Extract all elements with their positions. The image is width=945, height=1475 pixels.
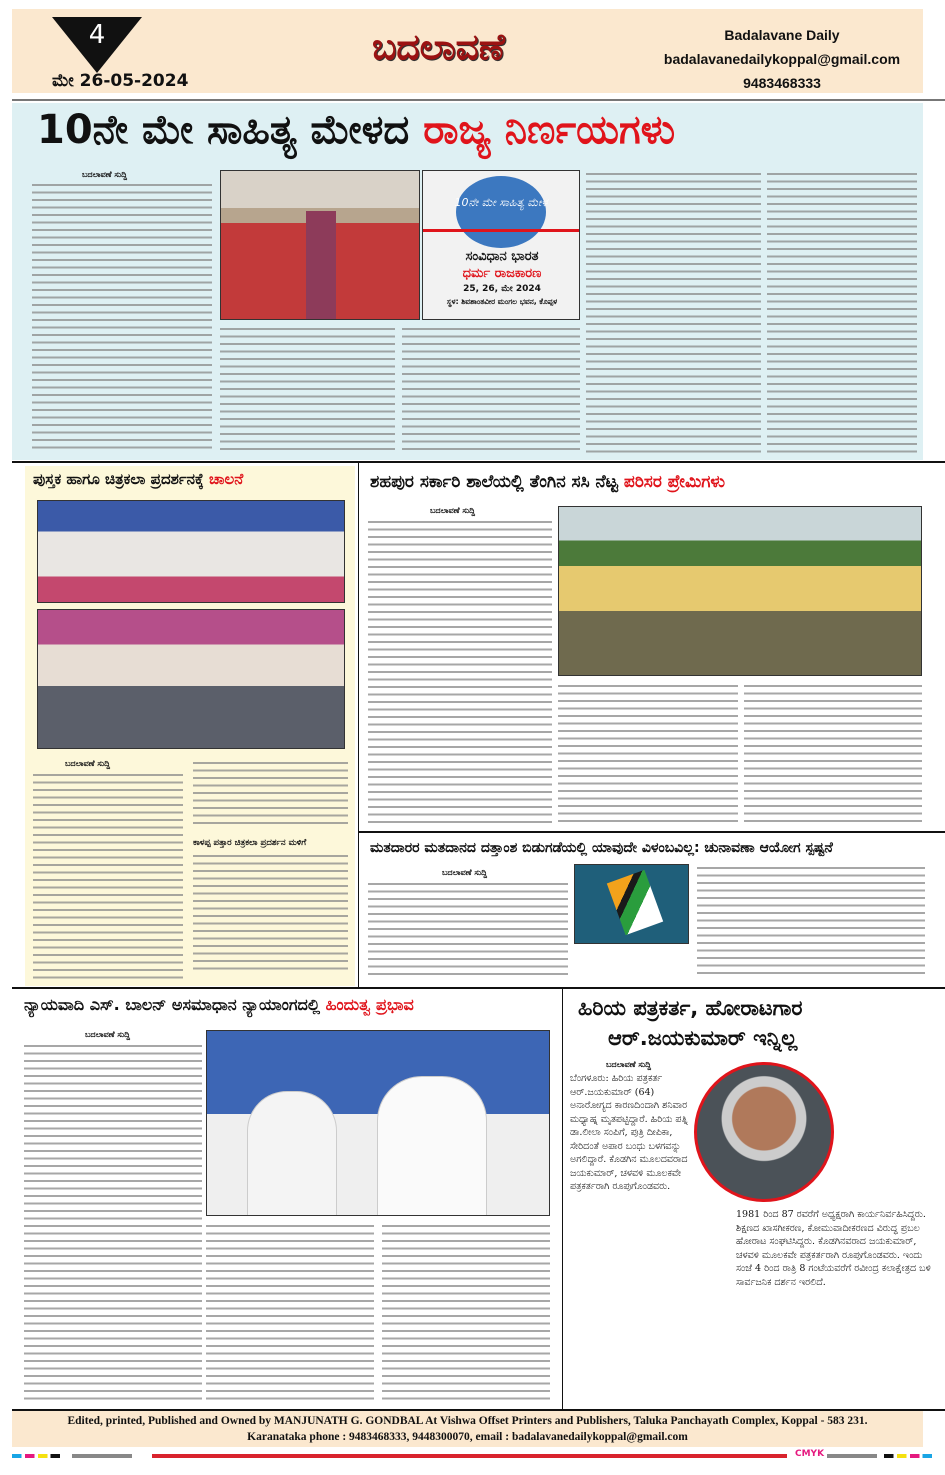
person-left	[247, 1091, 337, 1216]
byline: ಬದಲಾವಣೆ ಸುದ್ದಿ	[82, 170, 128, 179]
gray-bar	[827, 1454, 877, 1458]
sapling-headline	[370, 472, 725, 492]
article-text	[368, 518, 552, 824]
sapling-planting-photo	[558, 506, 922, 676]
article-text	[402, 325, 580, 455]
article-text	[193, 759, 348, 829]
lead-article	[12, 103, 923, 460]
article-text	[193, 852, 348, 972]
headline-red: ಪರಿಸರ ಪ್ರೇಮಿಗಳು	[623, 472, 726, 492]
imprint-footer	[12, 1411, 923, 1447]
headline-black: ಪುಸ್ತಕ ಹಾಗೂ ಚಿತ್ರಕಲಾ ಪ್ರದರ್ಶನಕ್ಕೆ	[33, 470, 204, 488]
byline: ಬದಲಾವಣೆ ಸುದ್ದಿ	[85, 1030, 131, 1039]
obituary-text-left: ಬೆಂಗಳೂರು: ಹಿರಿಯ ಪತ್ರಕರ್ತ ಆರ್.ಜಯಕುಮಾರ್ (64) ಅನಾರೋಗ್ಯದ ಕಾರಣದಿಂದಾಗಿ ಶನಿವಾರ ಮಧ್ಯಾಹ್ನ ಮೃತಪಟ್ಟಿದ್ದಾರೆ. ಹಿರಿಯ ಪತ್ನಿ ಡಾ.ಲೀಲಾ ಸಂಪಿಗೆ, ಪುತ್ರಿ ದೀಪಿಕಾ, ಸೇರಿದಂತೆ ಅಪಾರ ಬಂಧು ಬಳಗವನ್ನು ಅಗಲಿದ್ದಾರೆ. ಕೊಡಗಿನ ಮೂಲದವರಾದ ಜಯಕುಮಾರ್, ಚಳವಳಿ ಮೂಲಕವೇ ಪತ್ರಕರ್ತರಾಗಿ ರೂಪುಗೊಂಡವರು.	[570, 1073, 688, 1192]
election-headline: ಮತದಾರರ ಮತದಾನದ ದತ್ತಾಂಶ ಬಿಡುಗಡೆಯಲ್ಲಿ ಯಾವುದೇ ವಿಳಂಬವಿಲ್ಲ: ಚುನಾವಣಾ ಆಯೋಗ ಸ್ಪಷ್ಟನೆ	[370, 840, 833, 856]
page-number: 4	[88, 20, 106, 50]
column-divider	[358, 463, 359, 988]
paper-phone: 9483468333	[743, 75, 821, 91]
article-text	[767, 170, 917, 455]
conference-hall-photo	[220, 170, 420, 320]
paper-contact	[652, 23, 912, 95]
obituary-headline-line2: ಆರ್.ಜಯಕುಮಾರ್ ಇನ್ನಿಲ್ಲ	[608, 1026, 798, 1050]
divider	[12, 461, 945, 463]
poster-line1: ಸಂವಿಧಾನ ಭಾರತ	[465, 249, 539, 264]
sapling-article	[362, 466, 932, 830]
jayakumar-portrait	[694, 1062, 834, 1202]
poster-venue: ಸ್ಥಳ: ಶಿವಶಾಂತವೀರ ಮಂಗಲ ಭವನ, ಕೊಪ್ಪಳ	[446, 297, 558, 306]
article-text	[697, 864, 925, 979]
paper-name: Badalavane Daily	[724, 27, 840, 43]
headline-black: ನ್ಯಾಯವಾದಿ ಎಸ್. ಬಾಲನ್ ಅಸಮಾಧಾನ ನ್ಯಾಯಾಂಗದಲ್ಲಿ	[24, 995, 320, 1014]
registration-marks	[12, 1449, 937, 1462]
cmyk-label: CMYK	[795, 1449, 825, 1459]
book-expo-article	[25, 466, 355, 986]
balan-headline	[24, 995, 414, 1015]
paper-email[interactable]: badalavanedailykoppal@gmail.com	[663, 51, 901, 67]
gray-bar	[72, 1454, 132, 1458]
red-bar	[152, 1454, 787, 1458]
obituary-article	[566, 990, 936, 1408]
expo-headline	[33, 470, 243, 488]
byline: ಬದಲಾವಣೆ ಸುದ್ದಿ	[606, 1060, 652, 1069]
divider	[358, 831, 945, 833]
balan-article	[20, 990, 558, 1408]
expo-inauguration-photo	[37, 500, 345, 603]
article-text	[368, 880, 568, 980]
poster-dates: 25, 26, ಮೇ 2024	[463, 284, 541, 294]
divider	[12, 99, 945, 101]
expo-subhead: ಕಾಳಪ್ಪ ಪತ್ತಾರ ಚಿತ್ರಕಲಾ ಪ್ರದರ್ಶನ ಮಳಿಗೆ	[193, 838, 307, 848]
poster-title: 10ನೇ ಮೇ ಸಾಹಿತ್ಯ ಮೇಳ	[454, 196, 548, 209]
poster-line2: ಧರ್ಮ ರಾಜಕಾರಣ	[462, 266, 542, 281]
article-text	[382, 1222, 550, 1402]
column-divider	[562, 989, 563, 1409]
byline: ಬದಲಾವಣೆ ಸುದ್ದಿ	[442, 868, 488, 877]
headline-black: ಶಹಪುರ ಸರ್ಕಾರಿ ಶಾಲೆಯಲ್ಲಿ ತೆಂಗಿನ ಸಸಿ ನೆಟ್ಟ	[370, 472, 618, 492]
article-text	[558, 682, 738, 822]
election-commission-logo	[574, 864, 689, 944]
headline-red: ಚಾಲನೆ	[208, 470, 244, 488]
mela-poster	[422, 170, 580, 320]
byline: ಬದಲಾವಣೆ ಸುದ್ದಿ	[430, 506, 476, 515]
article-text	[744, 682, 922, 822]
obituary-text-right: 1981 ರಿಂದ 87 ರವರೆಗೆ ಅಧ್ಯಕ್ಷರಾಗಿ ಕಾರ್ಯನಿರ್ವಹಿಸಿದ್ದರು. ಶಿಕ್ಷಣದ ಖಾಸಗೀಕರಣ, ಕೋಮುವಾದೀಕರಣದ ವಿರುದ್ಧ ಪ್ರಬಲ ಹೋರಾಟ ಸಂಘಟಿಸಿದ್ದರು. ಕೊಡಗಿನವರಾದ ಜಯಕುಮಾರ್, ಚಳವಳಿ ಮೂಲಕವೇ ಪತ್ರಕರ್ತರಾಗಿ ರೂಪುಗೊಂಡವರು. ಇಂದು ಸಂಜೆ 4 ರಿಂದ ರಾತ್ರಿ 8 ಗಂಟೆಯವರೆಗೆ ರವೀಂದ್ರ ಕಲಾಕ್ಷೇತ್ರದ ಬಳಿ ಸಾರ್ವಜನಿಕ ದರ್ಶನ ಇರಲಿದೆ.	[736, 1209, 931, 1288]
headline-red: ಹಿಂದುತ್ವ ಪ್ರಭಾವ	[325, 995, 414, 1014]
obituary-headline-line1: ಹಿರಿಯ ಪತ್ರಕರ್ತ, ಹೋರಾಟಗಾರ	[578, 996, 803, 1020]
newspaper-logo: ಬದಲಾವಣೆ	[372, 27, 505, 68]
byline: ಬದಲಾವಣೆ ಸುದ್ದಿ	[65, 759, 111, 768]
masthead	[12, 9, 923, 93]
color-swatches	[884, 1454, 932, 1458]
aisle	[306, 211, 336, 320]
expo-ribbon-photo	[37, 609, 345, 749]
article-text	[24, 1042, 202, 1402]
poster-band	[423, 229, 580, 232]
color-swatches	[12, 1454, 60, 1458]
imprint-line1: Edited, printed, Published and Owned by MANJUNATH G. GONDBAL At Vishwa Offset Printers and Publishers, Taluka Panchayath Complex, Koppal - 583 231.	[67, 1415, 868, 1427]
poster-circle	[456, 176, 546, 248]
ballot-icon	[607, 870, 663, 935]
divider	[12, 987, 945, 989]
article-text	[33, 771, 183, 981]
headline-black: 10ನೇ ಮೇ ಸಾಹಿತ್ಯ ಮೇಳದ	[37, 107, 410, 153]
felicitation-photo	[206, 1030, 550, 1216]
imprint-line2: Karanataka phone : 9483468333, 9448300070, email : badalavanedailykoppal@gmail.com	[247, 1431, 688, 1443]
issue-date: ಮೇ 26-05-2024	[52, 71, 189, 91]
person-right	[377, 1076, 487, 1216]
headline-red: ರಾಜ್ಯ ನಿರ್ಣಯಗಳು	[423, 107, 676, 153]
article-text	[206, 1222, 374, 1402]
lead-headline	[37, 107, 675, 153]
article-text	[32, 181, 212, 453]
election-article	[362, 834, 932, 984]
article-text	[220, 325, 395, 455]
article-text	[586, 170, 761, 455]
